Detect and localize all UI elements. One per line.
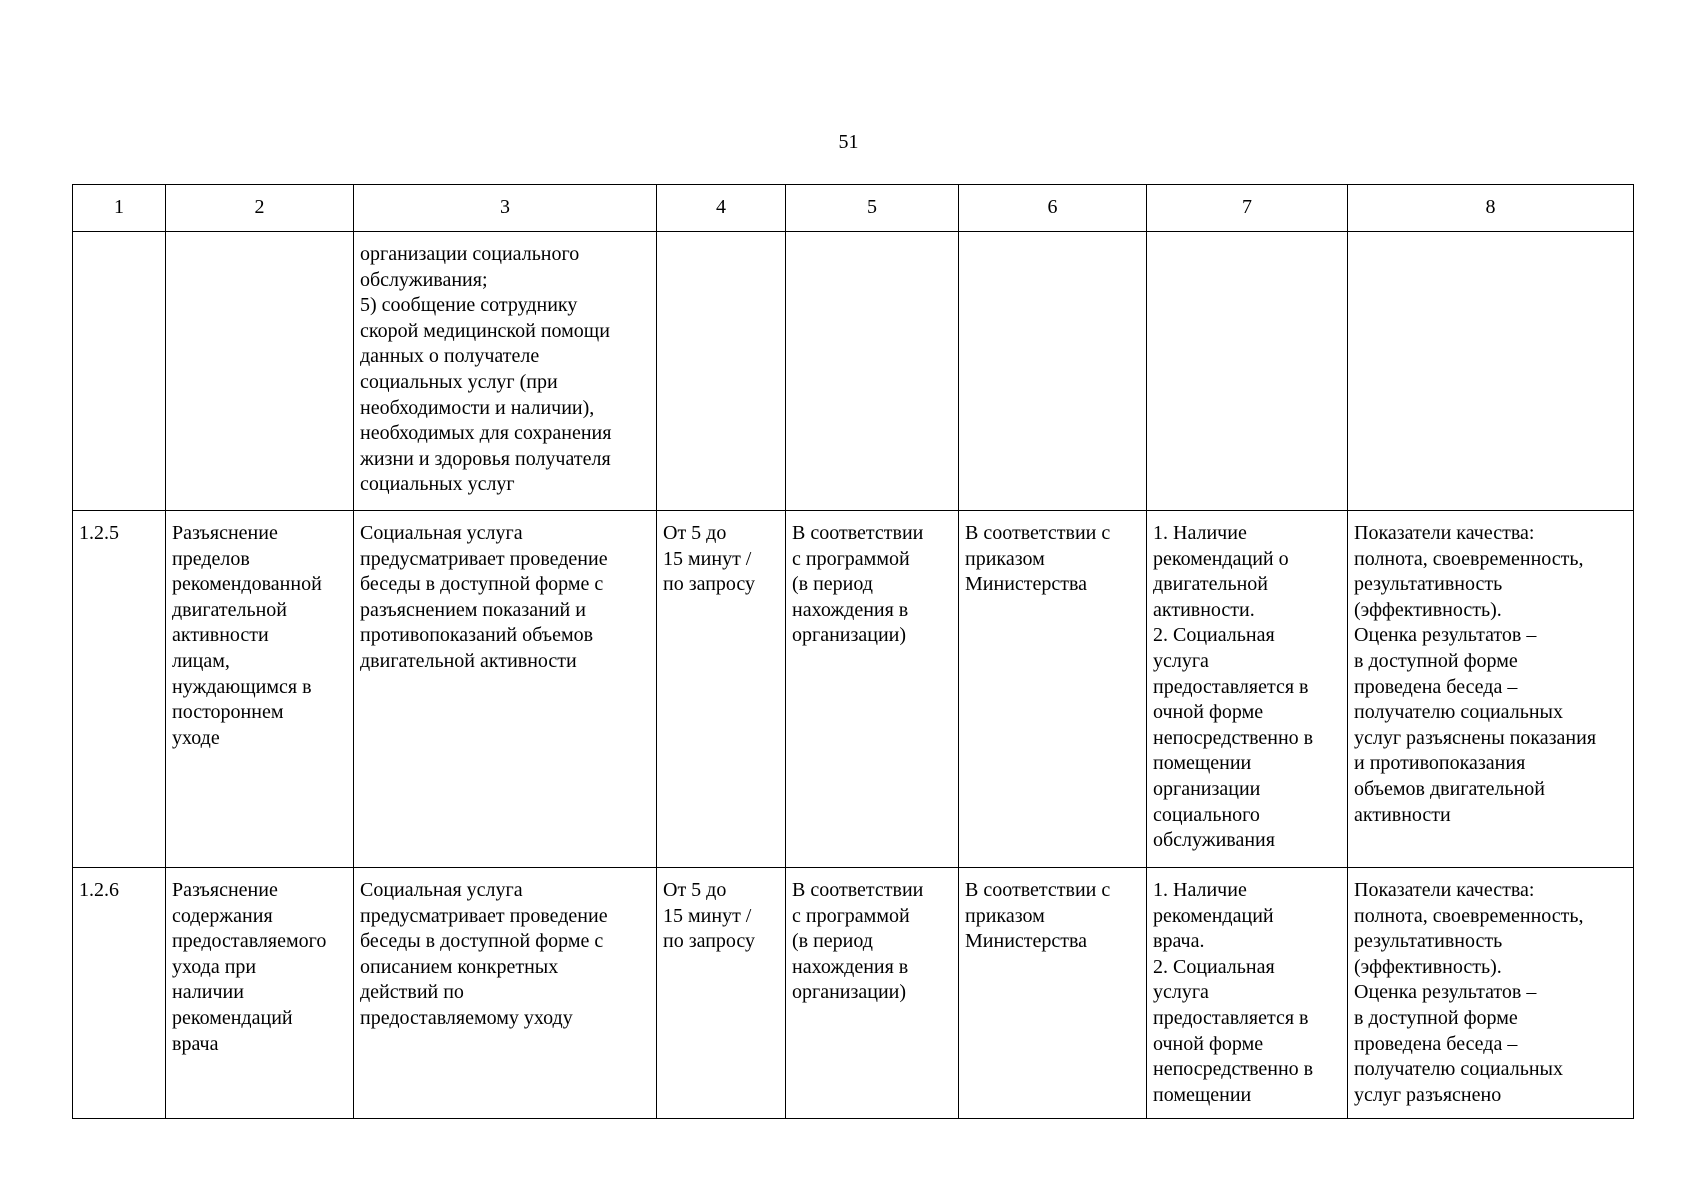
cell-text-line: В соответствии — [792, 879, 924, 901]
header-cell-3: 3 — [354, 185, 657, 232]
cell-text-line: постороннем — [172, 701, 284, 724]
cell-text-line: Министерства — [965, 930, 1088, 953]
cell-text-line: необходимости и наличии), — [360, 396, 595, 419]
cell-text-line: результативность — [1354, 573, 1503, 596]
table-cell-col-8 — [1348, 868, 1634, 1119]
cell-text-line: организации) — [792, 981, 907, 1004]
cell-text-line: 5) сообщение сотруднику — [360, 294, 578, 317]
cell-text-line: предусматривает проведение — [360, 904, 608, 927]
cell-text-line: ухода при — [172, 955, 257, 978]
page-number: 51 — [838, 131, 859, 153]
cell-text-line: услуга — [1153, 649, 1209, 672]
cell-text-line: 1.2.5 — [79, 522, 119, 544]
table-cell-col-3 — [354, 511, 657, 868]
cell-text-line: пределов — [172, 547, 250, 570]
table-cell-col-7 — [1147, 232, 1348, 511]
cell-text-line: врача — [172, 1032, 219, 1055]
cell-text-line: уходе — [172, 726, 220, 749]
cell-text-line: активности. — [1153, 598, 1255, 621]
cell-text-line: действий по — [360, 981, 464, 1004]
table-cell-col-4 — [657, 868, 786, 1119]
table-cell-col-2 — [166, 232, 354, 511]
table-cell-col-6 — [959, 232, 1147, 511]
cell-text-line: противопоказаний объемов — [360, 624, 594, 647]
cell-text-line: социальных услуг (при — [360, 370, 558, 393]
cell-text-line: с программой — [792, 547, 910, 570]
cell-text-line: и противопоказания — [1354, 752, 1526, 775]
cell-text-line: нахождения в — [792, 955, 909, 978]
cell-text-line: очной форме — [1153, 701, 1264, 724]
cell-text-line: проведена беседа – — [1354, 675, 1518, 698]
table-cell-col-6 — [959, 511, 1147, 868]
cell-text-line: Оценка результатов – — [1354, 981, 1537, 1004]
cell-text-line: двигательной активности — [360, 649, 577, 672]
cell-text-line: Показатели качества: — [1354, 879, 1535, 901]
cell-text-line: содержания — [172, 904, 273, 927]
cell-text-line: социальных услуг — [360, 473, 515, 496]
header-cell-6: 6 — [959, 185, 1147, 232]
cell-text-line: с программой — [792, 904, 910, 927]
cell-text-line: получателю социальных — [1354, 1058, 1563, 1081]
cell-text-line: Разъяснение — [172, 522, 278, 544]
cell-text-line: нахождения в — [792, 598, 909, 621]
cell-text-line: разъяснением показаний и — [360, 598, 586, 621]
cell-text-line: по запросу — [663, 930, 756, 953]
cell-text-line: Разъяснение — [172, 879, 278, 901]
header-cell-2: 2 — [166, 185, 354, 232]
table-cell-col-5 — [786, 868, 959, 1119]
cell-text-line: нуждающимся в — [172, 675, 312, 698]
cell-text-line: (эффективность). — [1354, 598, 1502, 621]
cell-text-line: обслуживания; — [360, 268, 488, 291]
table-cell-col-2 — [166, 868, 354, 1119]
cell-text-line: 1.2.6 — [79, 879, 119, 901]
cell-text-line: полнота, своевременность, — [1354, 904, 1584, 927]
table-cell-col-3 — [354, 232, 657, 511]
cell-text-line: обслуживания — [1153, 829, 1275, 852]
cell-text-line: получателю социальных — [1354, 701, 1563, 724]
cell-text-line: наличии — [172, 981, 244, 1004]
cell-text-line: двигательной — [1153, 573, 1269, 596]
table-body — [73, 185, 1634, 1119]
cell-text-line: организации — [1153, 777, 1261, 800]
cell-text-line: (в период — [792, 930, 873, 953]
cell-text-line: рекомендаций — [1153, 904, 1274, 927]
table-cell-col-4 — [657, 232, 786, 511]
table-cell-col-5 — [786, 232, 959, 511]
cell-text-line: приказом — [965, 547, 1045, 570]
cell-text-line: 1. Наличие — [1153, 522, 1247, 544]
cell-text-line: 2. Социальная — [1153, 955, 1275, 978]
cell-text-line: беседы в доступной форме с — [360, 573, 604, 596]
cell-text-line: социального — [1153, 803, 1260, 826]
cell-text-line: услуга — [1153, 981, 1209, 1004]
cell-text-line: услуг разъяснены показания — [1354, 726, 1597, 749]
cell-text-line: Социальная услуга — [360, 879, 523, 901]
table-cell-col-1 — [73, 232, 166, 511]
cell-text-line: по запросу — [663, 573, 756, 596]
cell-text-line: непосредственно в — [1153, 1058, 1314, 1081]
cell-text-line: врача. — [1153, 930, 1205, 953]
cell-text-line: непосредственно в — [1153, 726, 1314, 749]
cell-text-line: данных о получателе — [360, 345, 540, 368]
cell-text-line: От 5 до — [663, 522, 727, 544]
cell-text-line: в доступной форме — [1354, 1006, 1518, 1029]
cell-text-line: приказом — [965, 904, 1045, 927]
table-cell-col-7 — [1147, 868, 1348, 1119]
cell-text-line: описанием конкретных — [360, 955, 559, 978]
cell-text-line: предусматривает проведение — [360, 547, 608, 570]
cell-text-line: 15 минут / — [663, 547, 752, 570]
table-cell-col-1 — [73, 868, 166, 1119]
cell-text-line: полнота, своевременность, — [1354, 547, 1584, 570]
cell-text-line: очной форме — [1153, 1032, 1264, 1055]
table-cell-col-4 — [657, 511, 786, 868]
cell-text-line: лицам, — [172, 649, 230, 672]
table-row — [73, 868, 1634, 1119]
header-cell-8: 8 — [1348, 185, 1634, 232]
table-cell-col-3 — [354, 868, 657, 1119]
cell-text-line: 15 минут / — [663, 904, 752, 927]
header-row — [73, 185, 1634, 232]
cell-text-line: Министерства — [965, 573, 1088, 596]
services-table — [72, 184, 1634, 1119]
cell-text-line: 1. Наличие — [1153, 879, 1247, 901]
header-cell-7: 7 — [1147, 185, 1348, 232]
cell-text-line: Социальная услуга — [360, 522, 523, 544]
cell-text-line: предоставляется в — [1153, 1006, 1309, 1029]
cell-text-line: помещении — [1153, 752, 1252, 775]
cell-text-line: необходимых для сохранения — [360, 422, 612, 445]
cell-text-line: предоставляемому уходу — [360, 1006, 573, 1029]
cell-text-line: двигательной — [172, 598, 288, 621]
cell-text-line: В соответствии с — [965, 879, 1111, 901]
table-cell-col-1 — [73, 511, 166, 868]
cell-text-line: скорой медицинской помощи — [360, 319, 610, 342]
cell-text-line: В соответствии — [792, 522, 924, 544]
table-row — [73, 511, 1634, 868]
cell-text-line: предоставляемого — [172, 930, 327, 953]
cell-text-line: рекомендаций о — [1153, 547, 1289, 570]
cell-text-line: От 5 до — [663, 879, 727, 901]
header-cell-1: 1 — [73, 185, 166, 232]
cell-text-line: организации) — [792, 624, 907, 647]
cell-text-line: проведена беседа – — [1354, 1032, 1518, 1055]
cell-text-line: активности — [1354, 803, 1451, 826]
cell-text-line: рекомендаций — [172, 1006, 293, 1029]
cell-text-line: помещении — [1153, 1083, 1252, 1106]
cell-text-line: рекомендованной — [172, 573, 322, 596]
table-cell-col-8 — [1348, 232, 1634, 511]
cell-text-line: активности — [172, 624, 269, 647]
cell-text-line: (в период — [792, 573, 873, 596]
cell-text-line: объемов двигательной — [1354, 777, 1546, 800]
cell-text-line: Оценка результатов – — [1354, 624, 1537, 647]
cell-text-line: (эффективность). — [1354, 955, 1502, 978]
cell-text-line: Показатели качества: — [1354, 522, 1535, 544]
table-cell-col-2 — [166, 511, 354, 868]
table-row — [73, 232, 1634, 511]
table-cell-col-8 — [1348, 511, 1634, 868]
cell-text-line: беседы в доступной форме с — [360, 930, 604, 953]
table-cell-col-6 — [959, 868, 1147, 1119]
cell-text-line: жизни и здоровья получателя — [360, 447, 611, 470]
header-cell-5: 5 — [786, 185, 959, 232]
cell-text-line: в доступной форме — [1354, 649, 1518, 672]
cell-text-line: услуг разъяснено — [1354, 1083, 1502, 1106]
header-cell-4: 4 — [657, 185, 786, 232]
cell-text-line: В соответствии с — [965, 522, 1111, 544]
table-cell-col-7 — [1147, 511, 1348, 868]
cell-text-line: 2. Социальная — [1153, 624, 1275, 647]
table-cell-col-5 — [786, 511, 959, 868]
cell-text-line: организации социального — [360, 243, 580, 265]
cell-text-line: предоставляется в — [1153, 675, 1309, 698]
cell-text-line: результативность — [1354, 930, 1503, 953]
